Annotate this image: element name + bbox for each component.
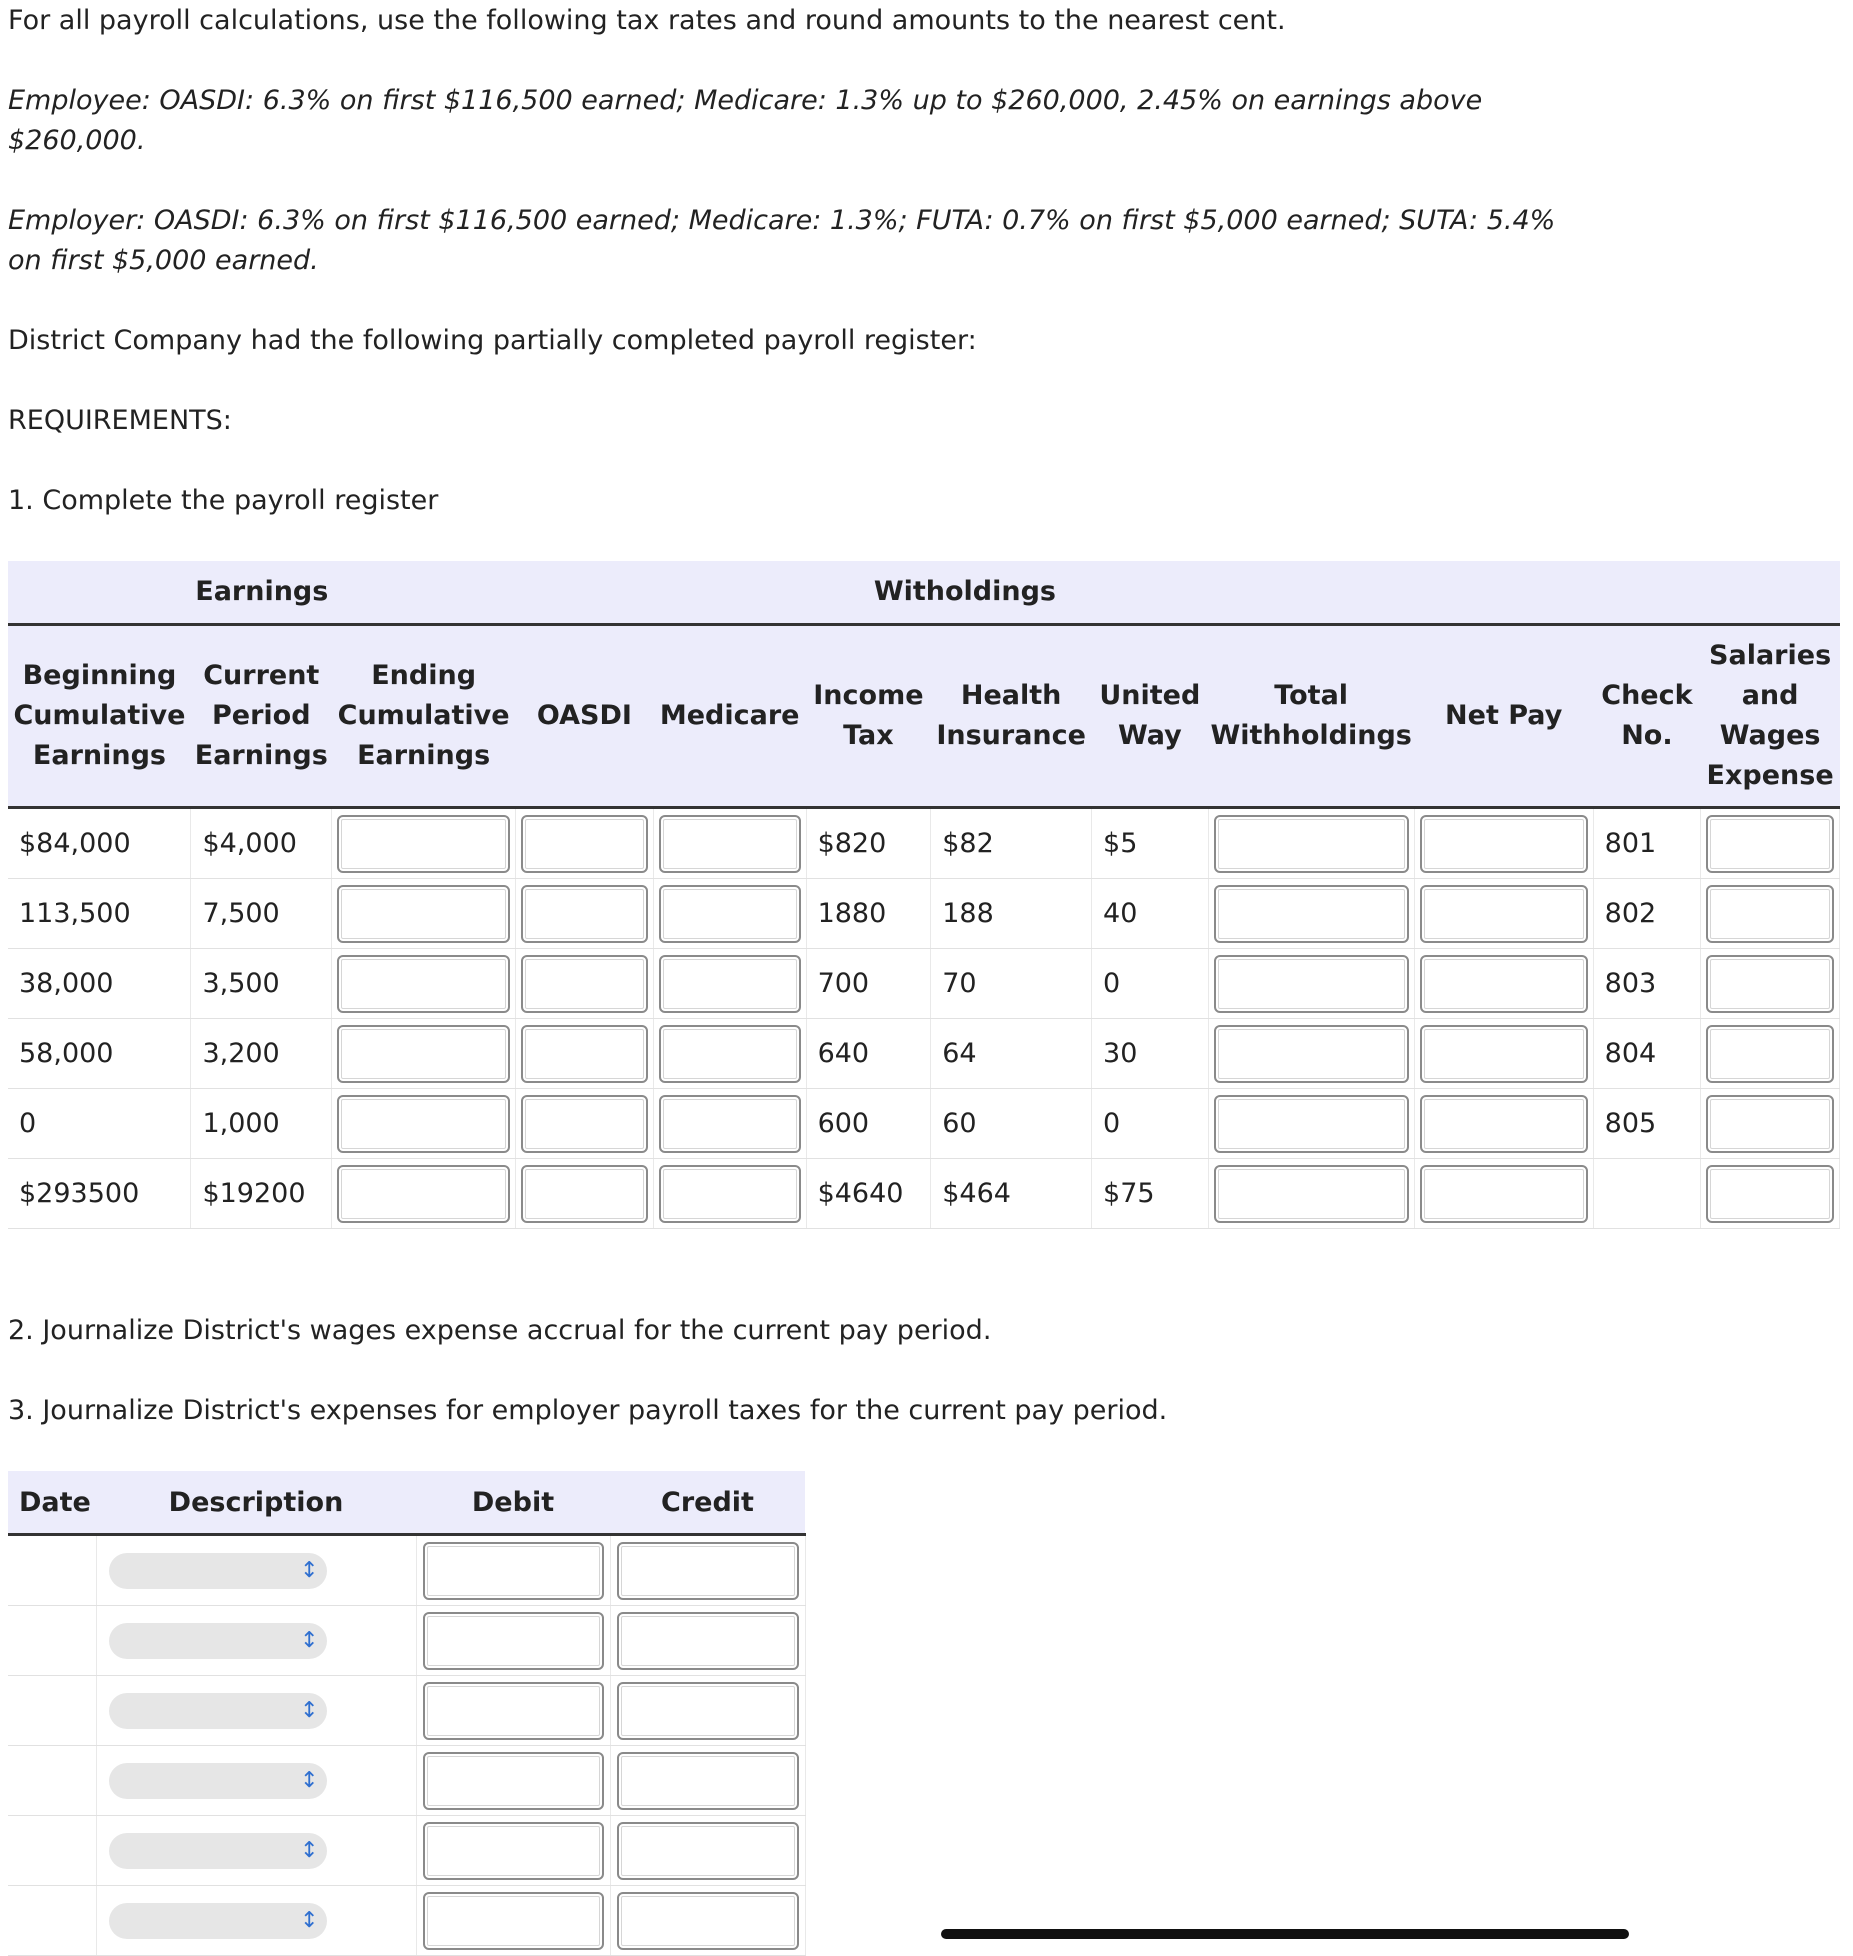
payroll-row bbox=[8, 879, 1840, 949]
salaries-wages-expense-input[interactable] bbox=[1706, 955, 1834, 1013]
united-way-header: United Way bbox=[1092, 625, 1209, 808]
beginning-cumulative-header: Beginning Cumulative Earnings bbox=[8, 625, 191, 808]
withholdings-group-header: Witholdings bbox=[516, 561, 1415, 625]
date-cell bbox=[8, 1676, 96, 1746]
beginning-cumulative-earnings: 113,500 bbox=[8, 879, 191, 949]
debit-input[interactable] bbox=[423, 1892, 604, 1950]
ending-cumulative-earnings-cell bbox=[332, 1089, 516, 1159]
income-tax: 1880 bbox=[806, 879, 931, 949]
up-down-chevron-icon: ↕ bbox=[300, 1627, 319, 1653]
blank-group-header bbox=[1414, 561, 1839, 625]
journal-row bbox=[8, 1816, 805, 1886]
united-way: 0 bbox=[1092, 949, 1209, 1019]
credit-cell bbox=[610, 1676, 805, 1746]
journal-row bbox=[8, 1746, 805, 1816]
debit-input[interactable] bbox=[423, 1752, 604, 1810]
intro-rounding-text: For all payroll calculations, use the following tax rates and round amounts to the nearest cent. bbox=[8, 5, 1286, 36]
net-pay-input[interactable] bbox=[1420, 815, 1588, 873]
up-down-chevron-icon: ↕ bbox=[300, 1767, 319, 1793]
up-down-chevron-icon: ↕ bbox=[300, 1907, 319, 1933]
ending-cumulative-earnings-cell bbox=[332, 808, 516, 879]
check-no: 801 bbox=[1593, 808, 1701, 879]
credit-input[interactable] bbox=[617, 1612, 799, 1670]
payroll-row bbox=[8, 808, 1840, 879]
description-cell bbox=[96, 1816, 416, 1886]
current-period-header: Current Period Earnings bbox=[191, 625, 332, 808]
net-pay-input[interactable] bbox=[1420, 1095, 1588, 1153]
employer-rates-line-2: on first $5,000 earned. bbox=[8, 245, 319, 276]
credit-input[interactable] bbox=[617, 1752, 799, 1810]
united-way: 30 bbox=[1092, 1019, 1209, 1089]
medicare-cell bbox=[653, 1159, 806, 1229]
salaries-wages-expense-input[interactable] bbox=[1706, 815, 1834, 873]
net-pay-input[interactable] bbox=[1420, 1025, 1588, 1083]
salaries-wages-expense-input[interactable] bbox=[1706, 1095, 1834, 1153]
description-select[interactable] bbox=[109, 1763, 327, 1799]
up-down-chevron-icon: ↕ bbox=[300, 1697, 319, 1723]
medicare-input[interactable] bbox=[659, 955, 801, 1013]
oasdi-input[interactable] bbox=[521, 815, 648, 873]
description-select[interactable] bbox=[109, 1623, 327, 1659]
total-withholdings-input[interactable] bbox=[1214, 1025, 1409, 1083]
ending-cumulative-earnings-input[interactable] bbox=[337, 955, 510, 1013]
up-down-chevron-icon: ↕ bbox=[300, 1557, 319, 1583]
current-period-earnings: $19200 bbox=[191, 1159, 332, 1229]
credit-header: Credit bbox=[610, 1471, 805, 1535]
medicare-input[interactable] bbox=[659, 815, 801, 873]
date-cell bbox=[8, 1746, 96, 1816]
net-pay-input[interactable] bbox=[1420, 885, 1588, 943]
debit-cell bbox=[416, 1676, 610, 1746]
health-insurance: 188 bbox=[931, 879, 1092, 949]
description-cell bbox=[96, 1746, 416, 1816]
ending-cumulative-earnings-cell bbox=[332, 879, 516, 949]
beginning-cumulative-earnings: 0 bbox=[8, 1089, 191, 1159]
description-select[interactable] bbox=[109, 1903, 327, 1939]
check-no bbox=[1593, 1159, 1701, 1229]
home-indicator bbox=[941, 1929, 1629, 1939]
date-cell bbox=[8, 1606, 96, 1676]
net-pay-cell bbox=[1414, 949, 1593, 1019]
total-withholdings-cell bbox=[1208, 879, 1414, 949]
united-way: 40 bbox=[1092, 879, 1209, 949]
debit-input[interactable] bbox=[423, 1542, 604, 1600]
salaries-wages-expense-cell bbox=[1701, 1089, 1840, 1159]
salaries-wages-expense-input[interactable] bbox=[1706, 1025, 1834, 1083]
journal-entry-table bbox=[8, 1471, 806, 1956]
date-cell bbox=[8, 1886, 96, 1956]
debit-cell bbox=[416, 1886, 610, 1956]
journal-row bbox=[8, 1606, 805, 1676]
journal-row bbox=[8, 1886, 805, 1956]
payroll-register-table bbox=[8, 561, 1840, 1229]
employee-rates-line-2: $260,000. bbox=[8, 125, 146, 156]
debit-cell bbox=[416, 1816, 610, 1886]
employer-rates-line-1: Employer: OASDI: 6.3% on first $116,500 earned; Medicare: 1.3%; FUTA: 0.7% on first $5,000 earned; SUTA: 5.4% bbox=[8, 205, 1556, 236]
total-withholdings-cell bbox=[1208, 1019, 1414, 1089]
payroll-row bbox=[8, 1159, 1840, 1229]
oasdi-input[interactable] bbox=[521, 1025, 648, 1083]
salaries-wages-expense-cell bbox=[1701, 808, 1840, 879]
ending-cumulative-earnings-input[interactable] bbox=[337, 1165, 510, 1223]
salaries-wages-expense-cell bbox=[1701, 949, 1840, 1019]
health-insurance: $464 bbox=[931, 1159, 1092, 1229]
medicare-input[interactable] bbox=[659, 885, 801, 943]
debit-cell bbox=[416, 1606, 610, 1676]
credit-input[interactable] bbox=[617, 1542, 799, 1600]
ending-cumulative-earnings-cell bbox=[332, 1019, 516, 1089]
requirements-heading: REQUIREMENTS: bbox=[8, 405, 232, 436]
net-pay-input[interactable] bbox=[1420, 1165, 1588, 1223]
payroll-row bbox=[8, 949, 1840, 1019]
current-period-earnings: 7,500 bbox=[191, 879, 332, 949]
health-insurance: $82 bbox=[931, 808, 1092, 879]
payroll-row bbox=[8, 1019, 1840, 1089]
oasdi-input[interactable] bbox=[521, 885, 648, 943]
medicare-cell bbox=[653, 1019, 806, 1089]
debit-input[interactable] bbox=[423, 1682, 604, 1740]
salaries-wages-expense-input[interactable] bbox=[1706, 885, 1834, 943]
salaries-wages-expense-input[interactable] bbox=[1706, 1165, 1834, 1223]
salaries-wages-expense-cell bbox=[1701, 879, 1840, 949]
oasdi-cell bbox=[516, 949, 654, 1019]
health-insurance-header: Health Insurance bbox=[931, 625, 1092, 808]
requirement-3-text: 3. Journalize District's expenses for employer payroll taxes for the current pay period. bbox=[8, 1395, 1168, 1426]
total-withholdings-cell bbox=[1208, 949, 1414, 1019]
current-period-earnings: 3,500 bbox=[191, 949, 332, 1019]
medicare-cell bbox=[653, 1089, 806, 1159]
debit-input[interactable] bbox=[423, 1822, 604, 1880]
total-withholdings-input[interactable] bbox=[1214, 955, 1409, 1013]
credit-input[interactable] bbox=[617, 1822, 799, 1880]
journal-row bbox=[8, 1535, 805, 1606]
net-pay-cell bbox=[1414, 879, 1593, 949]
total-withholdings-input[interactable] bbox=[1214, 1165, 1409, 1223]
health-insurance: 60 bbox=[931, 1089, 1092, 1159]
date-header: Date bbox=[8, 1471, 96, 1535]
current-period-earnings: 1,000 bbox=[191, 1089, 332, 1159]
oasdi-input[interactable] bbox=[521, 955, 648, 1013]
description-select[interactable] bbox=[109, 1693, 327, 1729]
ending-cumulative-earnings-cell bbox=[332, 1159, 516, 1229]
total-withholdings-cell bbox=[1208, 1089, 1414, 1159]
description-select[interactable] bbox=[109, 1553, 327, 1589]
credit-cell bbox=[610, 1816, 805, 1886]
medicare-input[interactable] bbox=[659, 1025, 801, 1083]
debit-header: Debit bbox=[416, 1471, 610, 1535]
net-pay-cell bbox=[1414, 1159, 1593, 1229]
united-way: $75 bbox=[1092, 1159, 1209, 1229]
check-no: 804 bbox=[1593, 1019, 1701, 1089]
requirement-1-text: 1. Complete the payroll register bbox=[8, 485, 439, 516]
salaries-wages-expense-header: Salaries and Wages Expense bbox=[1701, 625, 1840, 808]
total-withholdings-cell bbox=[1208, 1159, 1414, 1229]
income-tax: 600 bbox=[806, 1089, 931, 1159]
description-cell bbox=[96, 1535, 416, 1606]
company-intro-text: District Company had the following partially completed payroll register: bbox=[8, 325, 977, 356]
total-withholdings-input[interactable] bbox=[1214, 815, 1409, 873]
beginning-cumulative-earnings: 38,000 bbox=[8, 949, 191, 1019]
credit-cell bbox=[610, 1535, 805, 1606]
beginning-cumulative-earnings: $293500 bbox=[8, 1159, 191, 1229]
beginning-cumulative-earnings: $84,000 bbox=[8, 808, 191, 879]
credit-input[interactable] bbox=[617, 1682, 799, 1740]
united-way: $5 bbox=[1092, 808, 1209, 879]
health-insurance: 64 bbox=[931, 1019, 1092, 1089]
total-withholdings-input[interactable] bbox=[1214, 1095, 1409, 1153]
net-pay-header: Net Pay bbox=[1414, 625, 1593, 808]
debit-cell bbox=[416, 1535, 610, 1606]
united-way: 0 bbox=[1092, 1089, 1209, 1159]
credit-cell bbox=[610, 1886, 805, 1956]
net-pay-cell bbox=[1414, 1089, 1593, 1159]
total-withholdings-header: Total Withholdings bbox=[1208, 625, 1414, 808]
oasdi-cell bbox=[516, 879, 654, 949]
credit-cell bbox=[610, 1746, 805, 1816]
net-pay-cell bbox=[1414, 1019, 1593, 1089]
payroll-row bbox=[8, 1089, 1840, 1159]
description-cell bbox=[96, 1676, 416, 1746]
description-select[interactable] bbox=[109, 1833, 327, 1869]
ending-cumulative-earnings-input[interactable] bbox=[337, 1095, 510, 1153]
medicare-cell bbox=[653, 949, 806, 1019]
earnings-group-header: Earnings bbox=[8, 561, 516, 625]
date-cell bbox=[8, 1535, 96, 1606]
check-no: 803 bbox=[1593, 949, 1701, 1019]
debit-input[interactable] bbox=[423, 1612, 604, 1670]
current-period-earnings: $4,000 bbox=[191, 808, 332, 879]
medicare-cell bbox=[653, 879, 806, 949]
check-no: 805 bbox=[1593, 1089, 1701, 1159]
salaries-wages-expense-cell bbox=[1701, 1019, 1840, 1089]
medicare-input[interactable] bbox=[659, 1165, 801, 1223]
ending-cumulative-earnings-input[interactable] bbox=[337, 885, 510, 943]
net-pay-input[interactable] bbox=[1420, 955, 1588, 1013]
credit-cell bbox=[610, 1606, 805, 1676]
total-withholdings-cell bbox=[1208, 808, 1414, 879]
ending-cumulative-earnings-cell bbox=[332, 949, 516, 1019]
oasdi-cell bbox=[516, 1089, 654, 1159]
employee-rates-line-1: Employee: OASDI: 6.3% on first $116,500 earned; Medicare: 1.3% up to $260,000, 2.45% on earnings above bbox=[8, 85, 1483, 116]
medicare-cell bbox=[653, 808, 806, 879]
description-cell bbox=[96, 1606, 416, 1676]
date-cell bbox=[8, 1816, 96, 1886]
current-period-earnings: 3,200 bbox=[191, 1019, 332, 1089]
description-cell bbox=[96, 1886, 416, 1956]
ending-cumulative-header: Ending Cumulative Earnings bbox=[332, 625, 516, 808]
credit-input[interactable] bbox=[617, 1892, 799, 1950]
income-tax: 700 bbox=[806, 949, 931, 1019]
beginning-cumulative-earnings: 58,000 bbox=[8, 1019, 191, 1089]
oasdi-input[interactable] bbox=[521, 1095, 648, 1153]
income-tax: 640 bbox=[806, 1019, 931, 1089]
medicare-header: Medicare bbox=[653, 625, 806, 808]
oasdi-header: OASDI bbox=[516, 625, 654, 808]
income-tax-header: Income Tax bbox=[806, 625, 931, 808]
requirement-2-text: 2. Journalize District's wages expense accrual for the current pay period. bbox=[8, 1315, 992, 1346]
oasdi-cell bbox=[516, 1019, 654, 1089]
income-tax: $4640 bbox=[806, 1159, 931, 1229]
medicare-input[interactable] bbox=[659, 1095, 801, 1153]
ending-cumulative-earnings-input[interactable] bbox=[337, 1025, 510, 1083]
oasdi-cell bbox=[516, 808, 654, 879]
description-header: Description bbox=[96, 1471, 416, 1535]
salaries-wages-expense-cell bbox=[1701, 1159, 1840, 1229]
up-down-chevron-icon: ↕ bbox=[300, 1837, 319, 1863]
debit-cell bbox=[416, 1746, 610, 1816]
check-no-header: Check No. bbox=[1593, 625, 1701, 808]
net-pay-cell bbox=[1414, 808, 1593, 879]
journal-row bbox=[8, 1676, 805, 1746]
oasdi-input[interactable] bbox=[521, 1165, 648, 1223]
health-insurance: 70 bbox=[931, 949, 1092, 1019]
oasdi-cell bbox=[516, 1159, 654, 1229]
total-withholdings-input[interactable] bbox=[1214, 885, 1409, 943]
ending-cumulative-earnings-input[interactable] bbox=[337, 815, 510, 873]
check-no: 802 bbox=[1593, 879, 1701, 949]
income-tax: $820 bbox=[806, 808, 931, 879]
